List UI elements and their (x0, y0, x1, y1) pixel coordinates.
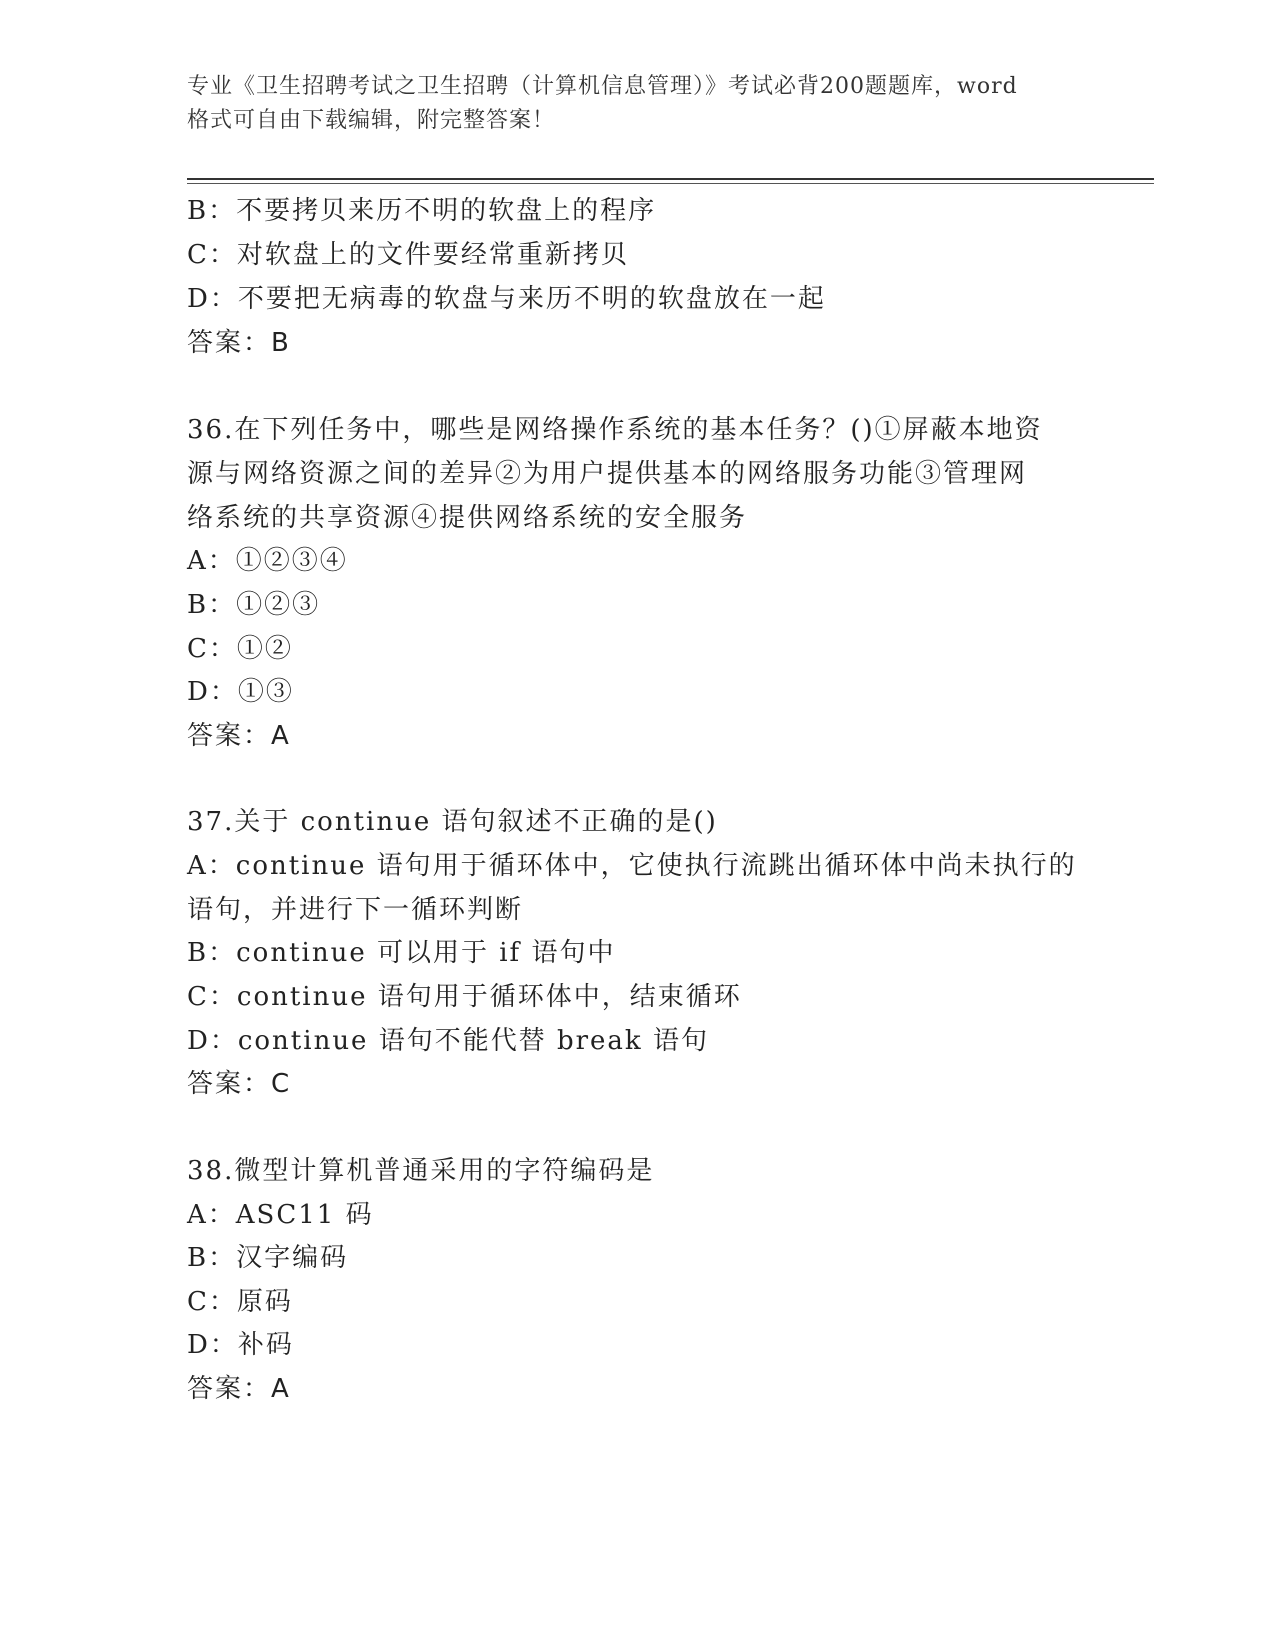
q38-answer: 答案：A (187, 1374, 291, 1404)
q38-option-b: B：汉字编码 (187, 1243, 349, 1273)
q36-stem-line-1: 36.在下列任务中，哪些是网络操作系统的基本任务？()①屏蔽本地资 (187, 415, 1043, 445)
q36-answer: 答案：A (187, 721, 291, 751)
header-divider-thin (187, 183, 1154, 184)
q38-stem: 38.微型计算机普通采用的字符编码是 (187, 1156, 655, 1186)
q37-option-a-line-2: 语句，并进行下一循环判断 (187, 895, 524, 925)
q36-stem-line-2: 源与网络资源之间的差异②为用户提供基本的网络服务功能③管理网 (187, 459, 1028, 489)
q38-option-c: C：原码 (187, 1287, 293, 1317)
prev-option-d: D：不要把无病毒的软盘与来历不明的软盘放在一起 (187, 284, 826, 314)
q37-answer: 答案：C (187, 1069, 292, 1099)
prev-option-b: B：不要拷贝来历不明的软盘上的程序 (187, 196, 657, 226)
q37-option-d: D：continue 语句不能代替 break 语句 (187, 1026, 709, 1056)
q37-option-a-line-1: A：continue 语句用于循环体中，它使执行流跳出循环体中尚未执行的 (187, 851, 1077, 881)
q37-option-b: B：continue 可以用于 if 语句中 (187, 938, 616, 968)
q37-option-c: C：continue 语句用于循环体中，结束循环 (187, 982, 742, 1012)
q38-option-d: D：补码 (187, 1330, 294, 1360)
q37-stem: 37.关于 continue 语句叙述不正确的是() (187, 807, 718, 837)
q36-option-c: C：①② (187, 634, 293, 664)
header-divider-thick (187, 178, 1154, 180)
q38-option-a: A：ASC11 码 (187, 1200, 374, 1230)
header-line-2: 格式可自由下载编辑，附完整答案！ (187, 108, 556, 133)
q36-option-a: A：①②③④ (187, 546, 348, 576)
prev-answer: 答案：B (187, 328, 291, 358)
q36-stem-line-3: 络系统的共享资源④提供网络系统的安全服务 (187, 503, 748, 533)
prev-option-c: C：对软盘上的文件要经常重新拷贝 (187, 240, 629, 270)
q36-option-b: B：①②③ (187, 590, 321, 620)
q36-option-d: D：①③ (187, 677, 294, 707)
header-line-1: 专业《卫生招聘考试之卫生招聘（计算机信息管理）》考试必背200题题库，word (187, 74, 1018, 99)
document-header (187, 70, 1087, 138)
